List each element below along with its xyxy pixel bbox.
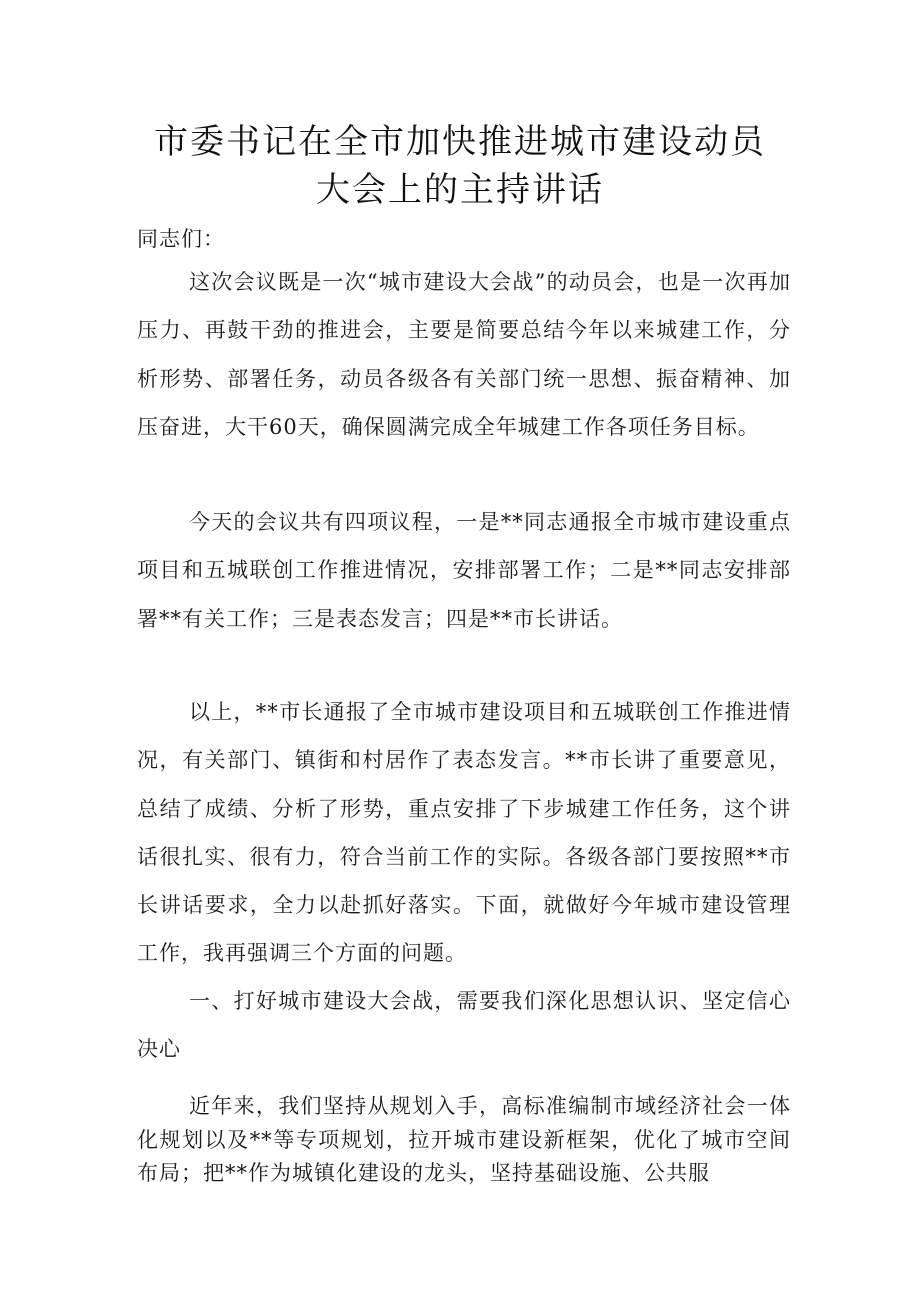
document-title-line-2: 大会上的主持讲话: [316, 170, 604, 210]
document-title-line-1: 市委书记在全市加快推进城市建设动员: [154, 122, 766, 162]
paragraph-agenda: 今天的会议共有四项议程，一是**同志通报全市城市建设重点项目和五城联创工作推进情况，安排部署工作；二是**同志安排部署**有关工作；三是表态发言；四是**市长讲话。: [137, 510, 791, 631]
paragraph-summary: 以上，**市长通报了全市城市建设项目和五城联创工作推进情况，有关部门、镇街和村居作了表态发言。**市长讲了重要意见，总结了成绩、分析了形势，重点安排了下步城建工作任务，这个讲话很扎实、很有力，符合当前工作的实际。各级各部门要按照**市长讲话要求，全力以赴抓好落实。下面，就做好今年城市建设管理工作，我再强调三个方面的问题。: [137, 700, 791, 966]
salutation: 同志们：: [137, 227, 225, 251]
paragraph-recent-years: 近年来，我们坚持从规划入手，高标准编制市域经济社会一体化规划以及**等专项规划，拉开城市建设新框架，优化了城市空间布局；把**作为城镇化建设的龙头，坚持基础设施、公共服: [137, 1094, 791, 1185]
section-heading-1: 一、打好城市建设大会战，需要我们深化思想认识、坚定信心决心: [137, 989, 791, 1062]
paragraph-opening: 这次会议既是一次“城市建设大会战”的动员会，也是一次再加压力、再鼓干劲的推进会，主要是简要总结今年以来城建工作，分析形势、部署任务，动员各级各有关部门统一思想、振奋精神、加压奋进，大干60天，确保圆满完成全年城建工作各项任务目标。: [137, 270, 791, 439]
